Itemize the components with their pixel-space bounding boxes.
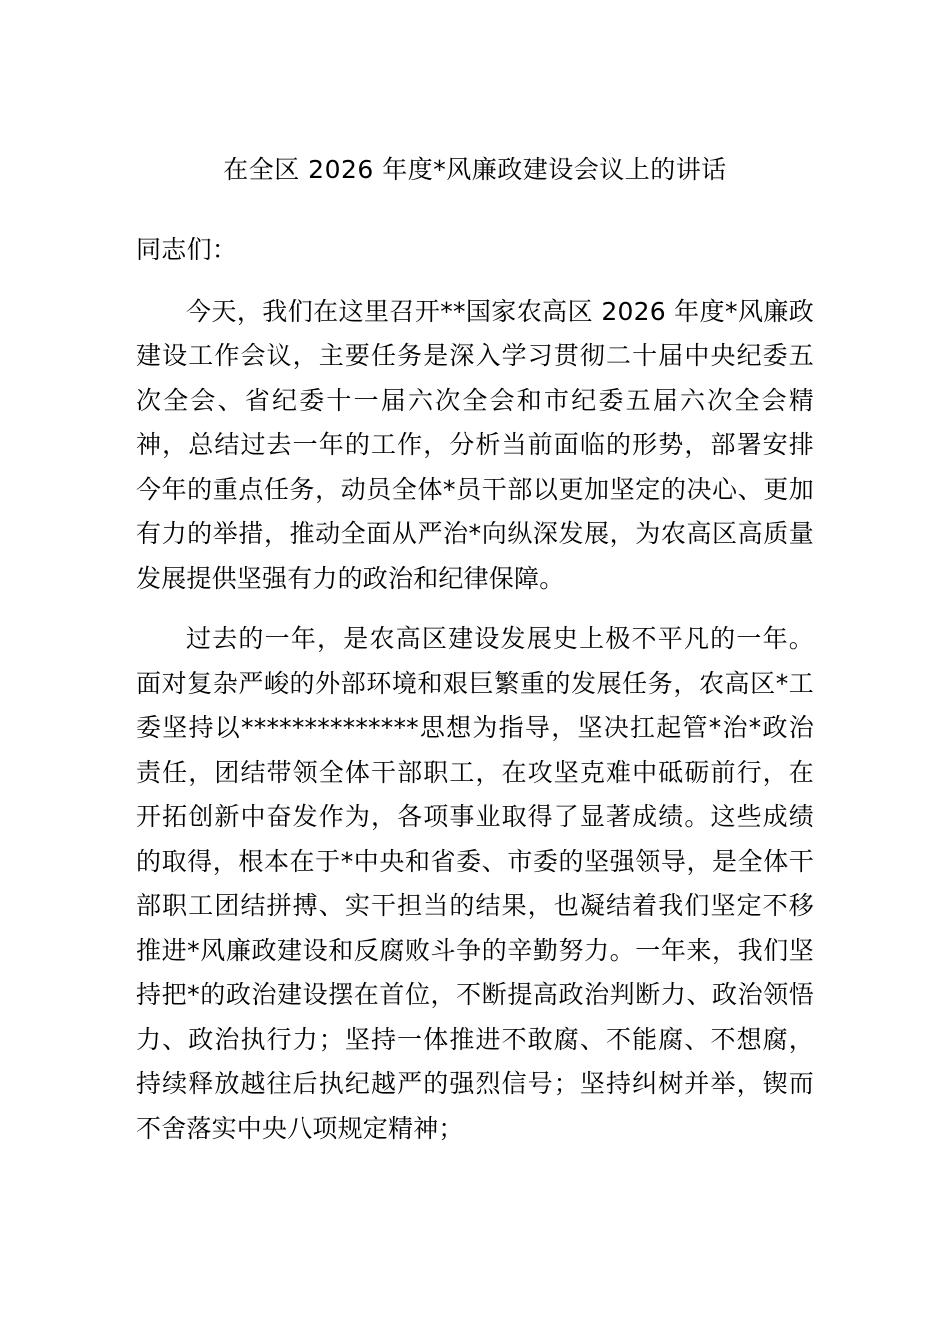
- salutation: 同志们：: [136, 235, 238, 264]
- body-paragraph: 过去的一年，是农高区建设发展史上极不平凡的一年。面对复杂严峻的外部环境和艰巨繁重的发展任务，农高区*工委坚持以**************思想为指导，坚决扛起管*治*政治责任，团结带领全体干部职工，在攻坚克难中砥砺前行，在开拓创新中奋发作为，各项事业取得了显著成绩。这些成绩的取得，根本在于*中央和省委、市委的坚强领导，是全体干部职工团结拼搏、实干担当的结果，也凝结着我们坚定不移推进*风廉政建设和反腐败斗争的辛勤努力。一年来，我们坚持把*的政治建设摆在首位，不断提高政治判断力、政治领悟力、政治执行力；坚持一体推进不敢腐、不能腐、不想腐，持续释放越往后执纪越严的强烈信号；坚持纠树并举，锲而不舍落实中央八项规定精神；: [136, 624, 814, 1143]
- body-paragraph: 今天，我们在这里召开**国家农高区 2026 年度*风廉政建设工作会议，主要任务是深入学习贯彻二十届中央纪委五次全会、省纪委十一届六次全会和市纪委五届六次全会精神，总结过去一年的工作，分析当前面临的形势，部署安排今年的重点任务，动员全体*员干部以更加坚定的决心、更加有力的举措，推动全面从严治*向纵深发展，为农高区高质量发展提供坚强有力的政治和纪律保障。: [136, 296, 814, 593]
- page-title: 在全区 2026 年度*风廉政建设会议上的讲话: [223, 155, 727, 184]
